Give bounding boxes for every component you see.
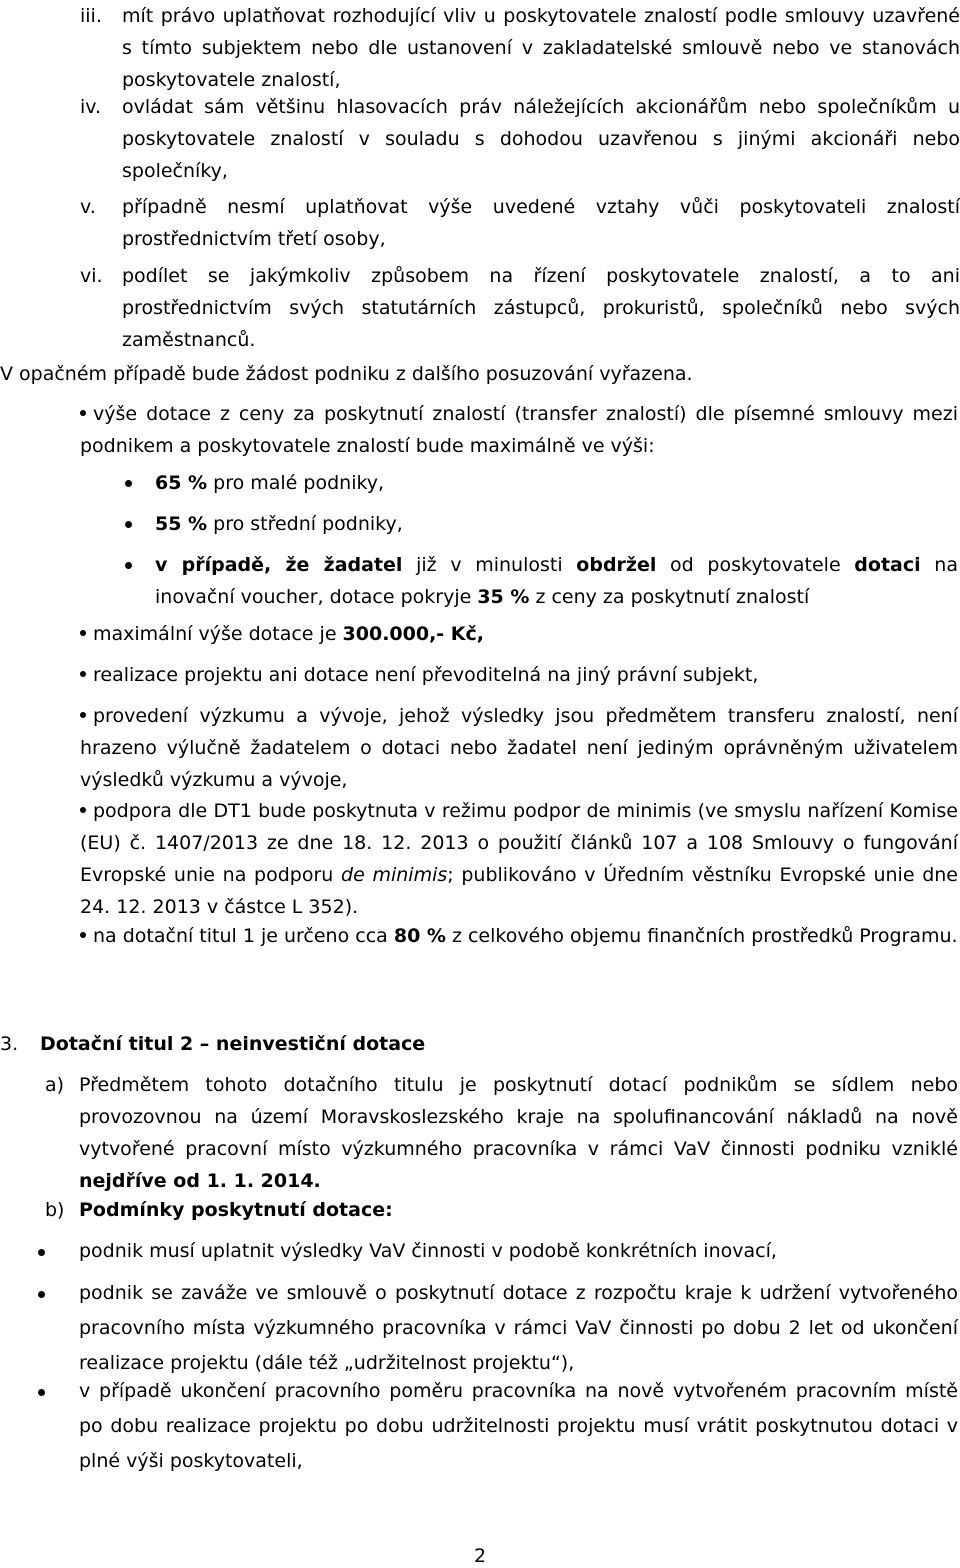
condition-text: podnik se zaváže ve smlouvě o poskytnutí dotace z rozpočtu kraje k udržení vytvořeného pracovního místa výzkumného pracovníka v rámci VaV činnosti po dobu 2 let od ukončení realizace projektu (dále též „udržitelnost projektu“),: [79, 1282, 958, 1374]
emphasis: 35 %: [477, 586, 530, 608]
grant-rate-intro: výše dotace z ceny za poskytnutí znalostí (transfer znalostí) dle písemné smlouvy mezi podnikem a poskytovatele znalostí bude maximálně ve výši:: [80, 403, 958, 457]
bullet-icon: [80, 712, 86, 718]
bullet-icon: [80, 671, 86, 677]
list-item-text: případně nesmí uplatňovat výše uvedené vztahy vůči poskytovateli znalostí prostřednictvím třetí osoby,: [122, 196, 960, 250]
emphasis: v případě, že žadatel: [155, 554, 403, 576]
list-marker: v.: [80, 196, 96, 218]
text-run: z celkového objemu finančních prostředků Programu.: [445, 925, 958, 947]
bullet-icon: [125, 480, 132, 487]
list-marker: a): [45, 1074, 65, 1096]
rate-value: 65 %: [155, 472, 208, 494]
list-item: [80, 0, 960, 96]
emphasis: nejdříve od 1. 1. 2014.: [79, 1170, 321, 1192]
list-item-text: podílet se jakýmkoliv způsobem na řízení poskytovatele znalostí, a to ani prostřednictvím svých statutárních zástupců, prokuristů, společníků nebo svých zaměstnanců.: [122, 265, 960, 351]
text-run: na dotační titul 1 je určeno cca: [93, 925, 394, 947]
emphasis: dotaci: [854, 554, 921, 576]
text-run: již v minulosti: [402, 554, 577, 576]
rate-label: pro střední podniky,: [207, 513, 403, 535]
section-title: Dotační titul 2 – neinvestiční dotace: [40, 1033, 426, 1055]
emphasis: obdržel: [576, 554, 657, 576]
max-amount: 300.000,- Kč,: [342, 623, 485, 645]
condition-text: v případě ukončení pracovního poměru pracovníka na nově vytvořeném pracovním místě po dobu realizace projektu po dobu udržitelnosti projektu musí vrátit poskytnutou dotaci v plné výši poskytovateli,: [79, 1380, 958, 1472]
bullet-icon: [38, 1291, 45, 1298]
text-run: Předmětem tohoto dotačního titulu je poskytnutí dotací podnikům se sídlem nebo provozovnou na území Moravskoslezského kraje na spolufinancování nákladů na nově vytvořené pracovní místo výzkumného pracovníka v rámci VaV činnosti podniku vzniklé: [79, 1074, 958, 1160]
bullet-icon: [80, 932, 86, 938]
list-item: [38, 1374, 958, 1479]
bullet-icon: [38, 1389, 45, 1396]
italic-term: de minimis: [341, 864, 448, 886]
list-item: [80, 191, 960, 255]
text-run: ; publikováno v Úředním věstníku Evropské unie dne 24. 12. 2013 v částce L 352).: [80, 864, 958, 918]
text-run: z ceny za poskytnutí znalostí: [529, 586, 810, 608]
rate-value: 55 %: [155, 513, 208, 535]
list-marker: iii.: [80, 5, 102, 27]
list-item: [125, 508, 958, 540]
list-item: [80, 659, 958, 691]
list-item: [38, 1276, 958, 1381]
bullet-icon: [80, 630, 86, 636]
text-run: na inovační voucher, dotace pokryje: [155, 554, 958, 608]
condition-text: podnik musí uplatnit výsledky VaV činnosti v podobě konkrétních inovací,: [79, 1240, 777, 1262]
list-marker: iv.: [80, 96, 102, 118]
section-number: 3.: [0, 1033, 19, 1055]
list-item-text: ovládat sám většinu hlasovacích práv náležejících akcionářům nebo společníkům u poskytovatele znalostí v souladu s dohodou uzavřenou s jinými akcionáři nebo společníky,: [122, 96, 960, 182]
list-item: [80, 618, 958, 650]
text-run: od poskytovatele: [656, 554, 855, 576]
list-item: [125, 467, 958, 499]
list-marker: b): [45, 1199, 65, 1221]
list-item: [45, 1069, 958, 1197]
list-marker: vi.: [80, 265, 103, 287]
list-item: [80, 795, 958, 923]
text-run: realizace projektu ani dotace není převoditelná na jiný právní subjekt,: [93, 664, 759, 686]
list-item: [38, 1234, 958, 1269]
bullet-icon: [80, 410, 86, 416]
bullet-icon: [80, 807, 86, 813]
list-item: [125, 549, 958, 613]
list-item-text: mít právo uplatňovat rozhodující vliv u poskytovatele znalostí podle smlouvy uzavřené s tímto subjektem nebo dle ustanovení v zakladatelské smlouvě nebo ve stanovách poskytovatele znalostí,: [122, 5, 960, 91]
list-item: [80, 700, 958, 796]
text-run: provedení výzkumu a vývoje, jehož výsledky jsou předmětem transferu znalostí, není hrazeno výlučně žadatelem o dotaci nebo žadatel není jediným oprávněným uživatelem výsledků výzkumu a vývoje,: [80, 705, 958, 791]
rate-label: pro malé podniky,: [207, 472, 385, 494]
list-item: [80, 920, 958, 952]
text-run: maximální výše dotace je: [93, 623, 343, 645]
bullet-icon: [125, 562, 132, 569]
list-item: [80, 260, 960, 356]
text-run: podpora dle DT1 bude poskytnuta v režimu podpor de minimis (ve smyslu nařízení Komise (EU) č. 1407/2013 ze dne 18. 12. 2013 o použití článků 107 a 108 Smlouvy o fungování Evropské unie na podporu: [80, 800, 958, 886]
bullet-icon: [38, 1249, 45, 1256]
subsection-title: Podmínky poskytnutí dotace:: [79, 1199, 393, 1221]
list-item: [45, 1194, 958, 1226]
list-item: [80, 91, 960, 187]
page-number: 2: [473, 1545, 487, 1567]
exclusion-note: V opačném případě bude žádost podniku z dalšího posuzování vyřazena.: [0, 363, 693, 385]
allocation-pct: 80 %: [393, 925, 446, 947]
list-item: [80, 398, 958, 462]
bullet-icon: [125, 521, 132, 528]
